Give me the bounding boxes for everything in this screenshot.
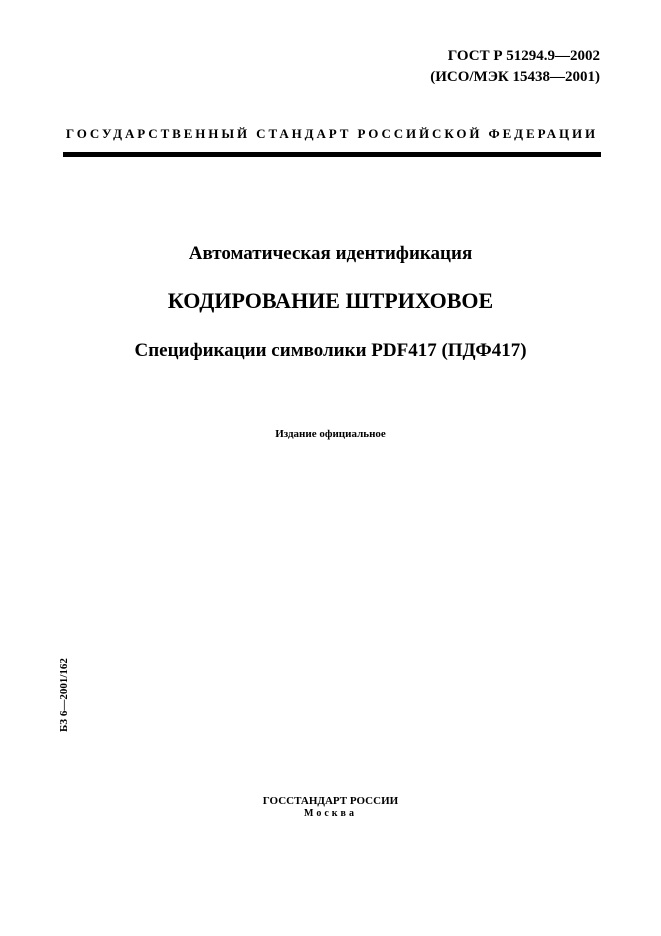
title-line-3: Спецификации символики PDF417 (ПДФ417) bbox=[134, 340, 527, 361]
title-line-1: Автоматическая идентификация bbox=[188, 243, 473, 264]
header-rule bbox=[63, 152, 601, 157]
title-line-2: КОДИРОВАНИЕ ШТРИХОВОЕ bbox=[167, 288, 494, 313]
standard-designation bbox=[430, 46, 600, 88]
iso-number: (ИСО/МЭК 15438—2001) bbox=[430, 69, 600, 85]
side-code: БЗ 6—2001/162 bbox=[58, 658, 70, 732]
publisher-city: Москва bbox=[304, 808, 357, 819]
publisher: ГОССТАНДАРТ РОССИИ bbox=[262, 795, 399, 807]
gost-number: ГОСТ Р 51294.9—2002 bbox=[447, 48, 600, 64]
official-edition-label: Издание официальное bbox=[275, 428, 386, 440]
state-standard-heading: ГОСУДАРСТВЕННЫЙ СТАНДАРТ РОССИЙСКОЙ ФЕДЕРАЦИИ bbox=[65, 126, 599, 141]
